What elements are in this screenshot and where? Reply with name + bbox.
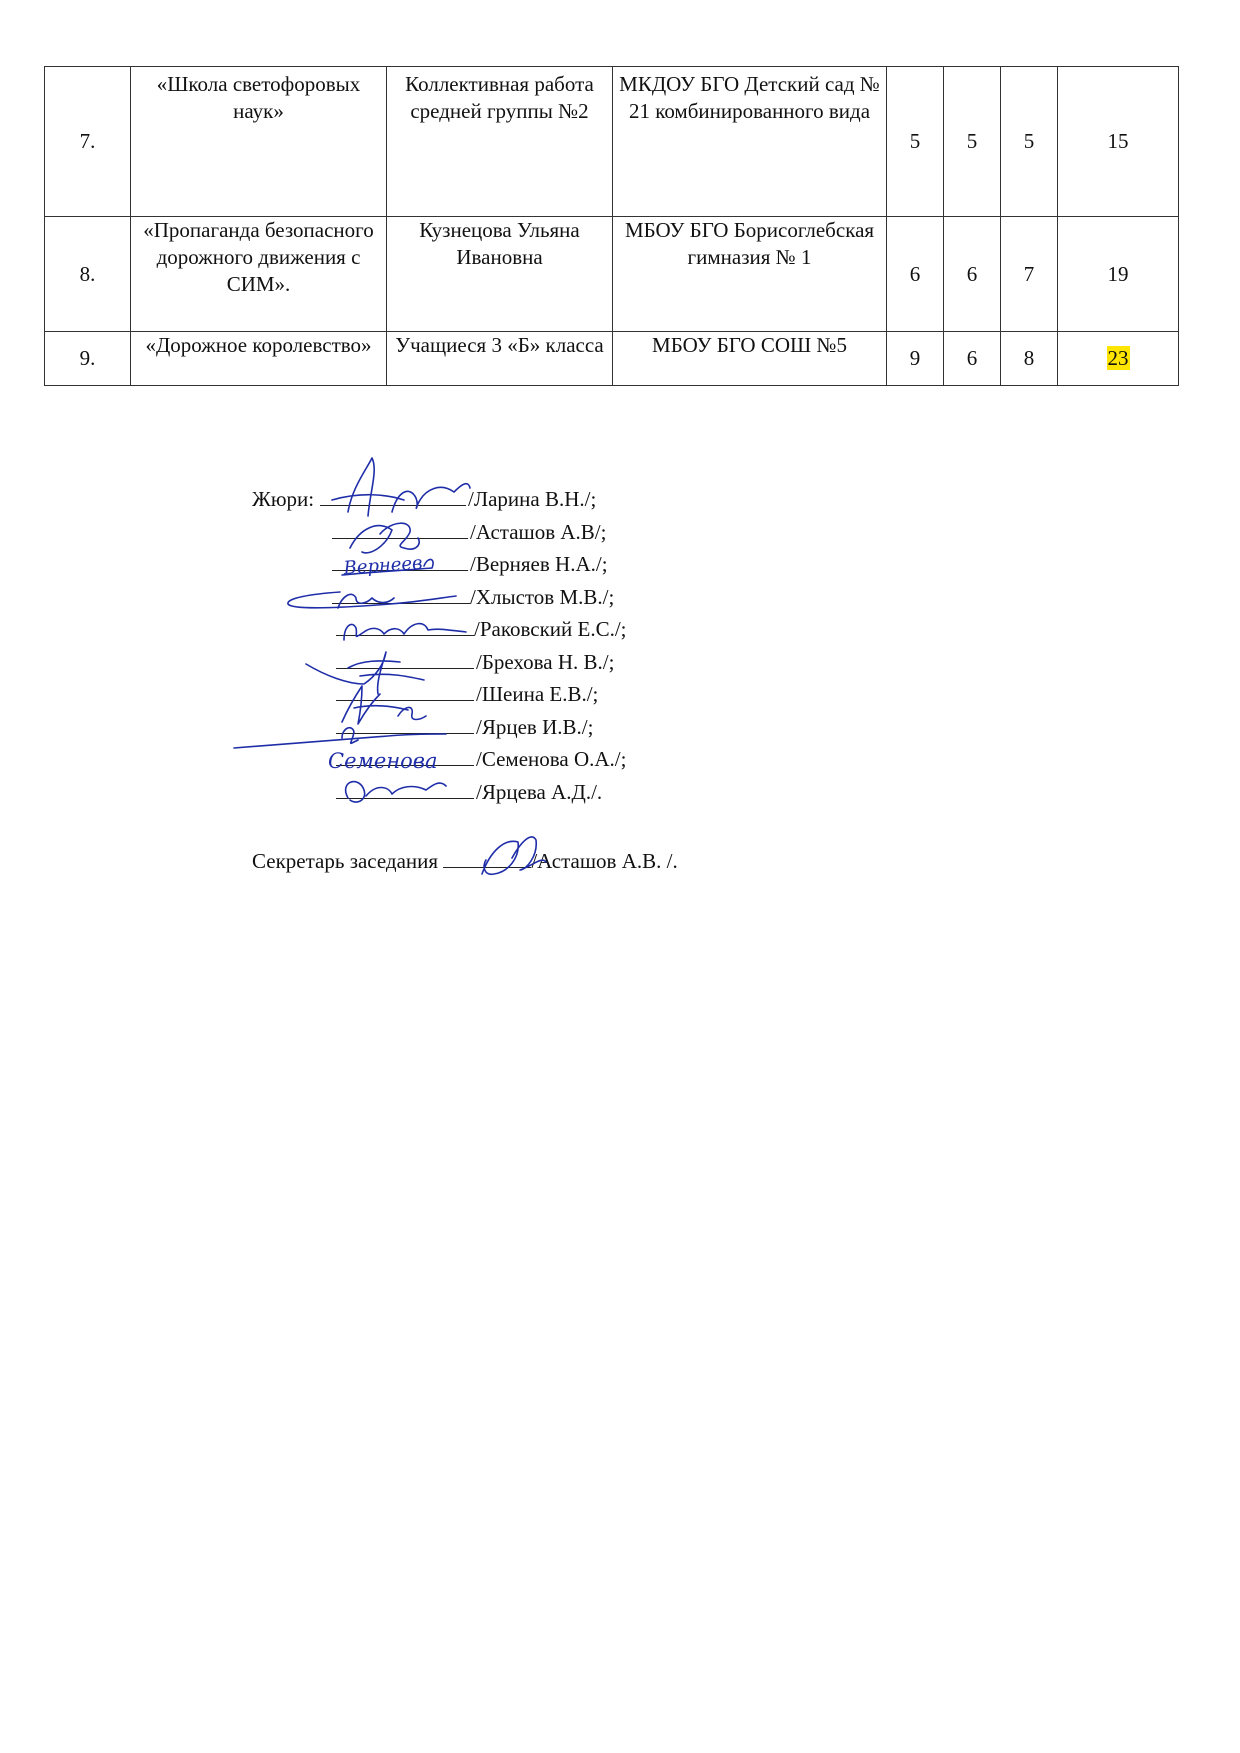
jury-member-name: /Раковский Е.С./; [474, 617, 627, 641]
score-cell: 5 [944, 67, 1001, 217]
jury-member-name: /Шеина Е.В./; [476, 682, 599, 706]
institution: МБОУ БГО Борисоглебская гимназия № 1 [613, 217, 887, 332]
signature-brekhova [306, 652, 424, 694]
total-score: 15 [1058, 67, 1179, 217]
jury-member-name: /Ярцева А.Д./. [476, 779, 603, 804]
table-row [45, 217, 1179, 332]
score-cell: 5 [1001, 67, 1058, 217]
work-author: Кузнецова Ульяна Ивановна [387, 217, 613, 332]
score-cell: 8 [1001, 332, 1058, 386]
work-title: «Школа светофоровых наук» [131, 67, 387, 217]
jury-member-name: /Ярцев И.В./; [476, 714, 594, 739]
signature-line [332, 538, 468, 539]
jury-member-name: /Хлыстов М.В./; [470, 584, 615, 609]
score-cell: 7 [1001, 217, 1058, 332]
secretary-label: Секретарь заседания [252, 849, 439, 873]
signature-line [320, 505, 466, 506]
secretary-line [252, 845, 678, 877]
institution: МКДОУ БГО Детский сад № 21 комбинированного вида [613, 67, 887, 217]
score-cell: 5 [887, 67, 944, 217]
signature-line [336, 798, 474, 799]
row-number: 9. [45, 332, 131, 386]
signature-line [336, 700, 474, 701]
signature-rakovsky [344, 624, 466, 640]
institution: МБОУ БГО СОШ №5 [613, 332, 887, 386]
row-number: 7. [45, 67, 131, 217]
work-author: Учащиеся 3 «Б» класса [387, 332, 613, 386]
work-title: «Пропаганда безопасного дорожного движения с СИМ». [131, 217, 387, 332]
score-cell: 6 [887, 217, 944, 332]
highlighted-total: 23 [1107, 346, 1129, 370]
signature-sheina [342, 686, 426, 724]
signature-verniaev-text: Вернеев [342, 552, 424, 579]
signature-line [332, 603, 470, 604]
signature-line [443, 847, 531, 868]
total-score [1058, 332, 1179, 386]
signature-khlystov [288, 592, 456, 608]
jury-member-name: /Асташов А.В/; [470, 519, 607, 544]
jury-member-name: /Верняев Н.А./; [470, 552, 608, 576]
signature-semenova-text: Семенова [328, 749, 438, 773]
score-cell: 9 [887, 332, 944, 386]
jury-label: Жюри: [252, 487, 315, 511]
signature-line [336, 733, 474, 734]
results-table [44, 66, 1179, 386]
score-cell: 6 [944, 332, 1001, 386]
signature-line [336, 668, 474, 669]
signature-line [336, 765, 474, 766]
work-author: Коллективная работа средней группы №2 [387, 67, 613, 217]
signature-yartseva [346, 782, 446, 803]
jury-member-name: /Семенова О.А./; [476, 747, 627, 771]
jury-member-name: /Ларина В.Н./; [468, 487, 597, 511]
signature-line [332, 570, 468, 571]
signature-yartsev [234, 728, 446, 748]
score-cell: 6 [944, 217, 1001, 332]
secretary-name: /Асташов А.В. /. [531, 849, 678, 873]
jury-member-name: /Брехова Н. В./; [476, 649, 615, 674]
work-title: «Дорожное королевство» [131, 332, 387, 386]
signature-verniaev [342, 559, 433, 575]
signature-line [336, 635, 474, 636]
signature-larina [332, 458, 470, 516]
table-row [45, 67, 1179, 217]
table-row [45, 332, 1179, 386]
row-number: 8. [45, 217, 131, 332]
total-score: 19 [1058, 217, 1179, 332]
